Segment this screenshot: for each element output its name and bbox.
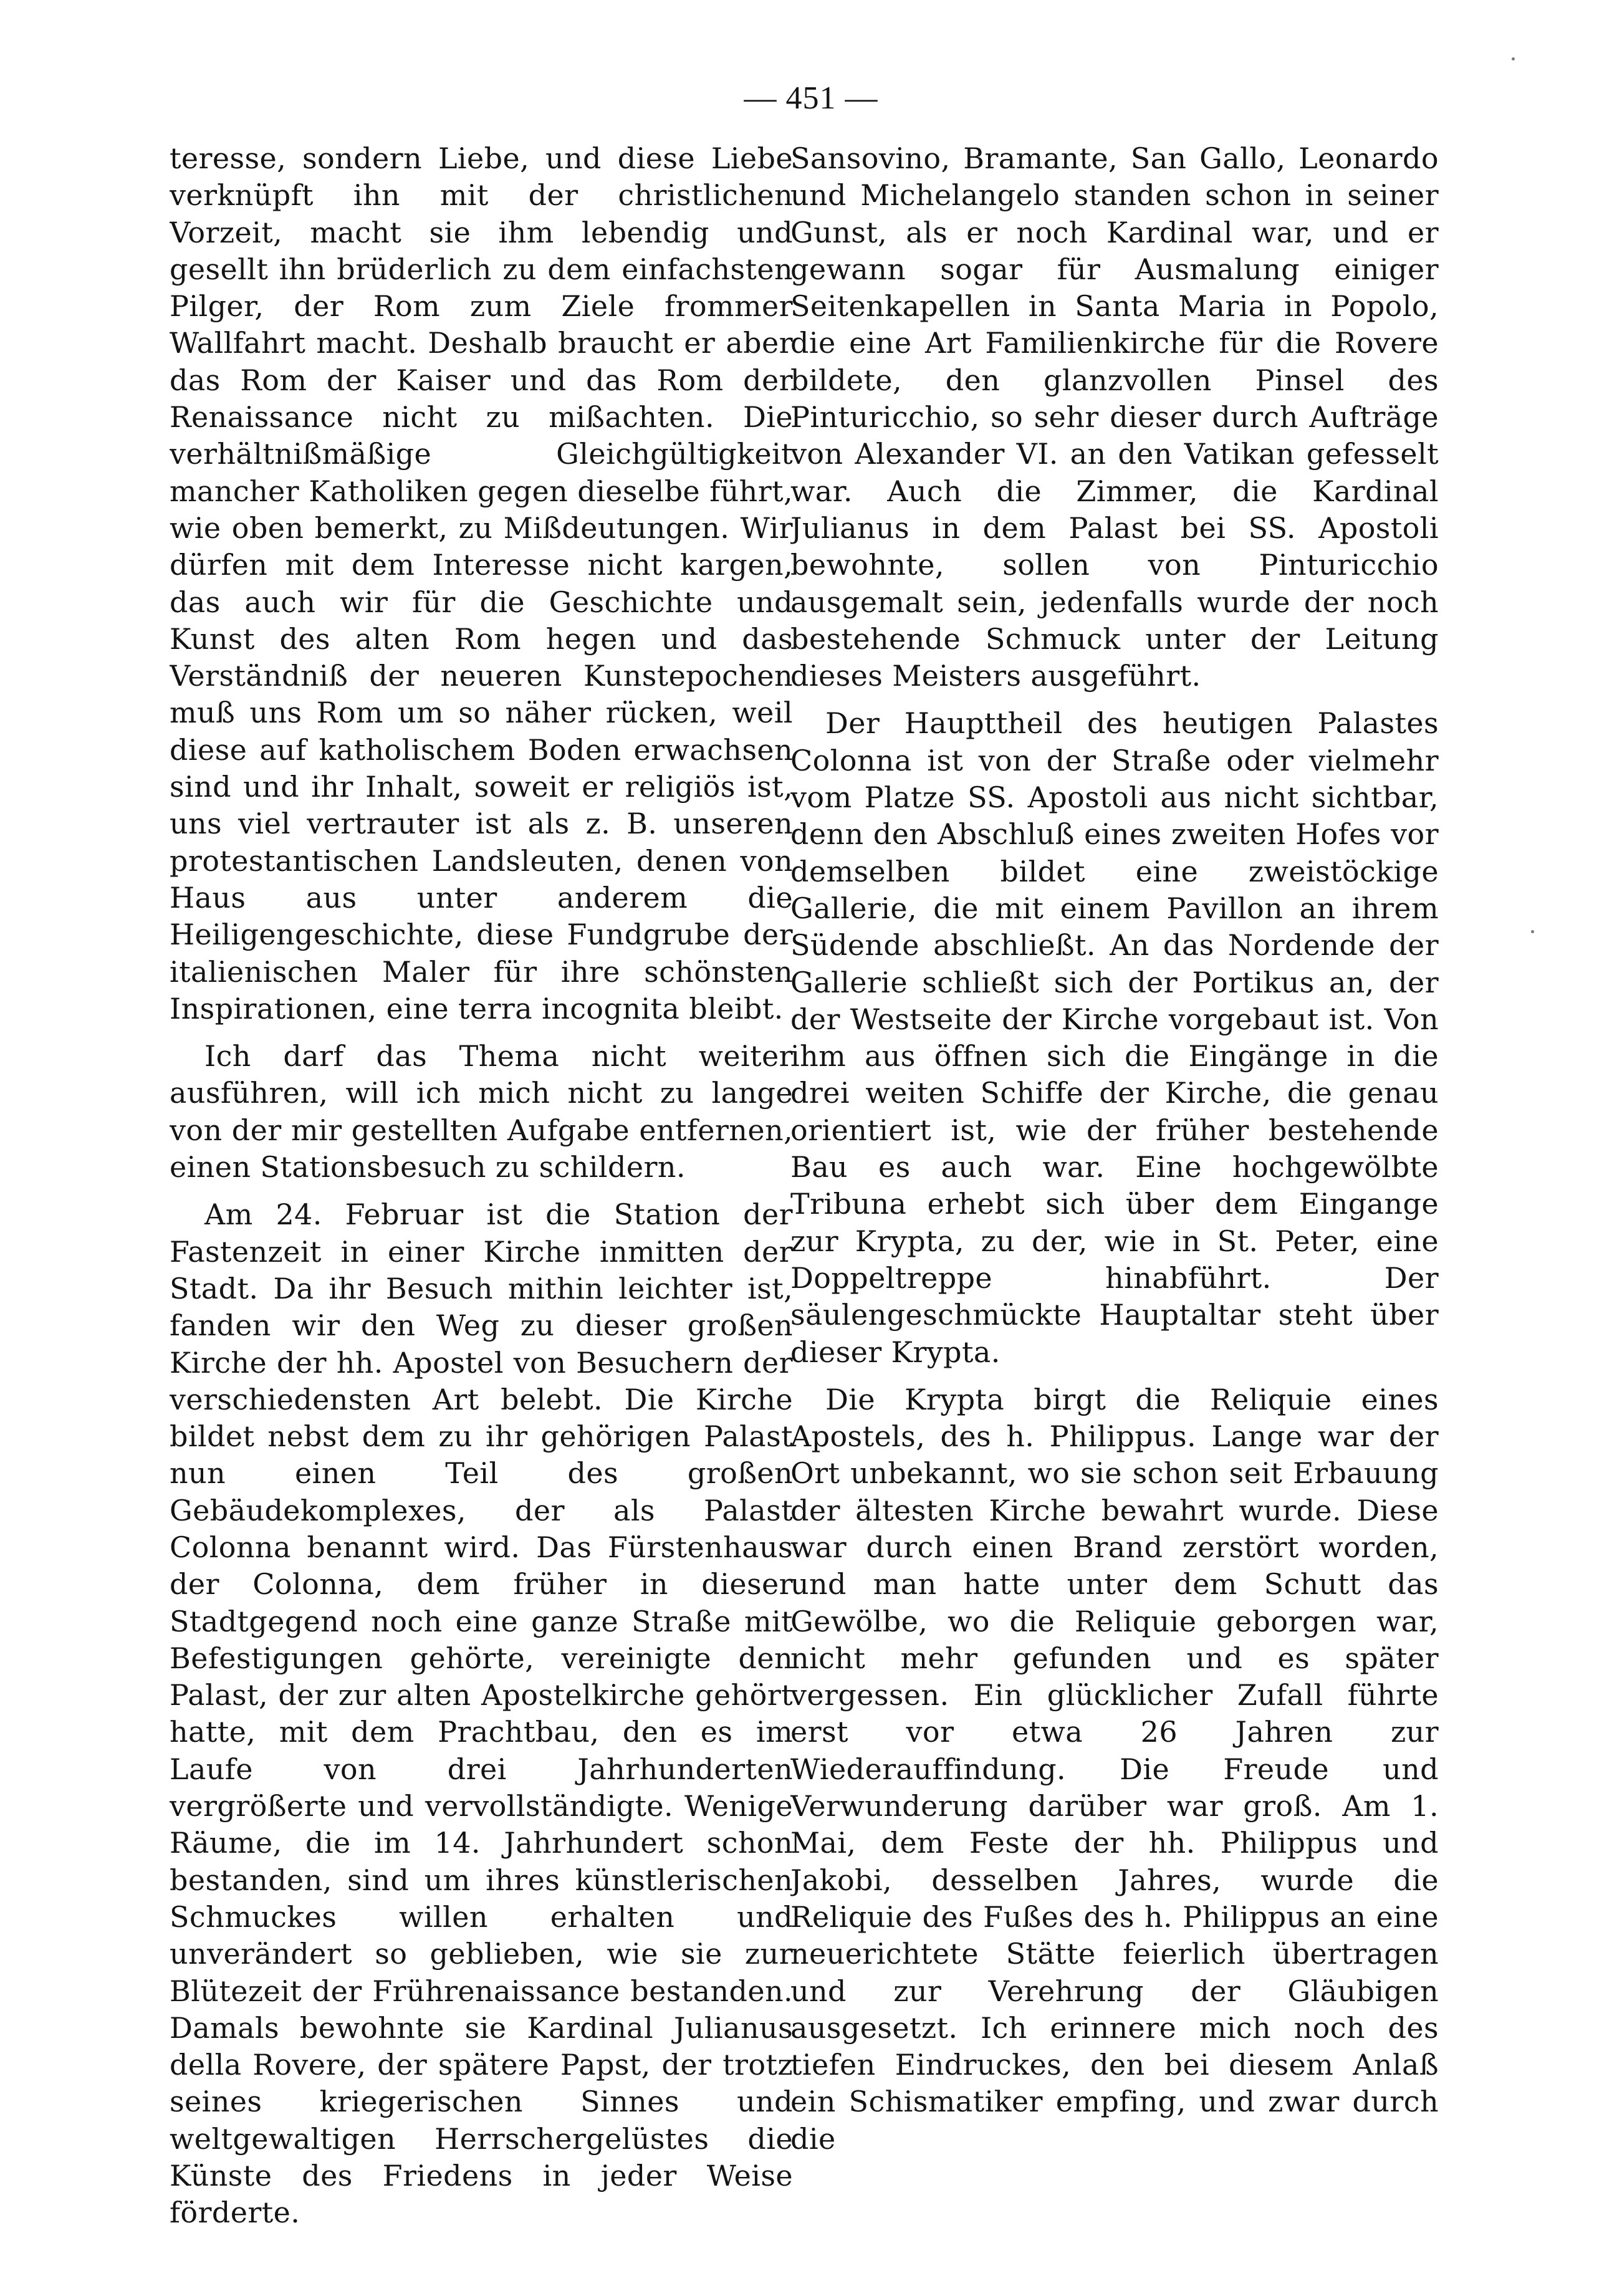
scan-speck: [1512, 57, 1515, 60]
paragraph: Am 24. Februar ist die Station der Fastenzeit in einer Kirche inmitten der Stadt. Da ihr Besuch mithin leichter ist, fanden wir den Weg zu dieser großen Kirche der hh. Apostel von Besuchern der verschiedensten Art belebt. Die Kirche bildet nebst dem zu ihr gehörigen Palast nun einen Teil des großen Gebäudekomplexes, der als Palast Colonna benannt wird. Das Fürstenhaus der Colonna, dem früher in dieser Stadtgegend noch eine ganze Straße mit Befestigungen gehörte, vereinigte den Palast, der zur alten Apostelkirche gehört hatte, mit dem Prachtbau, den es im Laufe von drei Jahrhunderten vergrößerte und vervollständigte. Wenige Räume, die im 14. Jahrhundert schon bestanden, sind um ihres künstlerischen Schmuckes willen erhalten und unverändert so geblieben, wie sie zur Blütezeit der Frührenaissance bestanden. Damals bewohnte sie Kardinal Julianus della Rovere, der spätere Papst, der trotz seines kriegerischen Sinnes und weltgewaltigen Herrschergelüstes die Künste des Friedens in jeder Weise förderte.: [170, 1198, 793, 2230]
left-column: [170, 140, 793, 2260]
right-column: [790, 140, 1439, 2260]
paragraph: Sansovino, Bramante, San Gallo, Leonardo und Michelangelo standen schon in seiner Gunst, als er noch Kardinal war, und er gewann sogar für Ausmalung einiger Seitenkapellen in Santa Maria in Popolo, die eine Art Familienkirche für die Rovere bildete, den glanzvollen Pinsel des Pinturicchio, so sehr dieser durch Aufträge von Alexander VI. an den Vatikan gefesselt war. Auch die Zimmer, die Kardinal Julianus in dem Palast bei SS. Apostoli bewohnte, sollen von Pinturicchio ausgemalt sein, jedenfalls wurde der noch bestehende Schmuck unter der Leitung dieses Meisters ausgeführt.: [790, 142, 1439, 693]
paragraph: Ich darf das Thema nicht weiter ausführen, will ich mich nicht zu lange von der mir gestellten Aufgabe entfernen, einen Stationsbesuch zu schildern.: [170, 1039, 793, 1184]
paragraph: Der Haupttheil des heutigen Palastes Colonna ist von der Straße oder vielmehr vom Platze SS. Apostoli aus nicht sichtbar, denn den Abschluß eines zweiten Hofes vor demselben bildet eine zweistöckige Gallerie, die mit einem Pavillon an ihrem Südende abschließt. An das Nordende der Gallerie schließt sich der Portikus an, der der Westseite der Kirche vorgebaut ist. Von ihm aus öffnen sich die Eingänge in die drei weiten Schiffe der Kirche, die genau orientiert ist, wie der früher bestehende Bau es auch war. Eine hochgewölbte Tribuna erhebt sich über dem Eingange zur Krypta, zu der, wie in St. Peter, eine Doppeltreppe hinabführt. Der säulengeschmückte Hauptaltar steht über dieser Krypta.: [790, 706, 1439, 1369]
scan-speck: [1531, 930, 1534, 933]
page-number: — 451 —: [744, 80, 878, 116]
paragraph: teresse, sondern Liebe, und diese Liebe verknüpft ihn mit der christlichen Vorzeit, macht sie ihm lebendig und gesellt ihn brüderlich zu dem einfachsten Pilger, der Rom zum Ziele frommer Wallfahrt macht. Deshalb braucht er aber das Rom der Kaiser und das Rom der Renaissance nicht zu mißachten. Die verhältnißmäßige Gleichgültigkeit mancher Katholiken gegen dieselbe führt, wie oben bemerkt, zu Mißdeutungen. Wir dürfen mit dem Interesse nicht kargen, das auch wir für die Geschichte und Kunst des alten Rom hegen und das Verständniß der neueren Kunstepochen muß uns Rom um so näher rücken, weil diese auf katholischem Boden erwachsen sind und ihr Inhalt, soweit er religiös ist, uns viel vertrauter ist als z. B. unseren protestantischen Landsleuten, denen von Haus aus unter anderem die Heiligengeschichte, diese Fundgrube der italienischen Maler für ihre schönsten Inspirationen, eine terra incognita bleibt.: [170, 142, 793, 1026]
paragraph: Die Krypta birgt die Reliquie eines Apostels, des h. Philippus. Lange war der Ort unbekannt, wo sie schon seit Erbauung der ältesten Kirche bewahrt wurde. Diese war durch einen Brand zerstört worden, und man hatte unter dem Schutt das Gewölbe, wo die Reliquie geborgen war, nicht mehr gefunden und es später vergessen. Ein glücklicher Zufall führte erst vor etwa 26 Jahren zur Wiederauffindung. Die Freude und Verwunderung darüber war groß. Am 1. Mai, dem Feste der hh. Philippus und Jakobi, desselben Jahres, wurde die Reliquie des Fußes des h. Philippus an eine neuerichtete Stätte feierlich übertragen und zur Verehrung der Gläubigen ausgesetzt. Ich erinnere mich noch des tiefen Eindruckes, den bei diesem Anlaß ein Schismatiker empfing, und zwar durch die: [790, 1382, 1439, 2156]
